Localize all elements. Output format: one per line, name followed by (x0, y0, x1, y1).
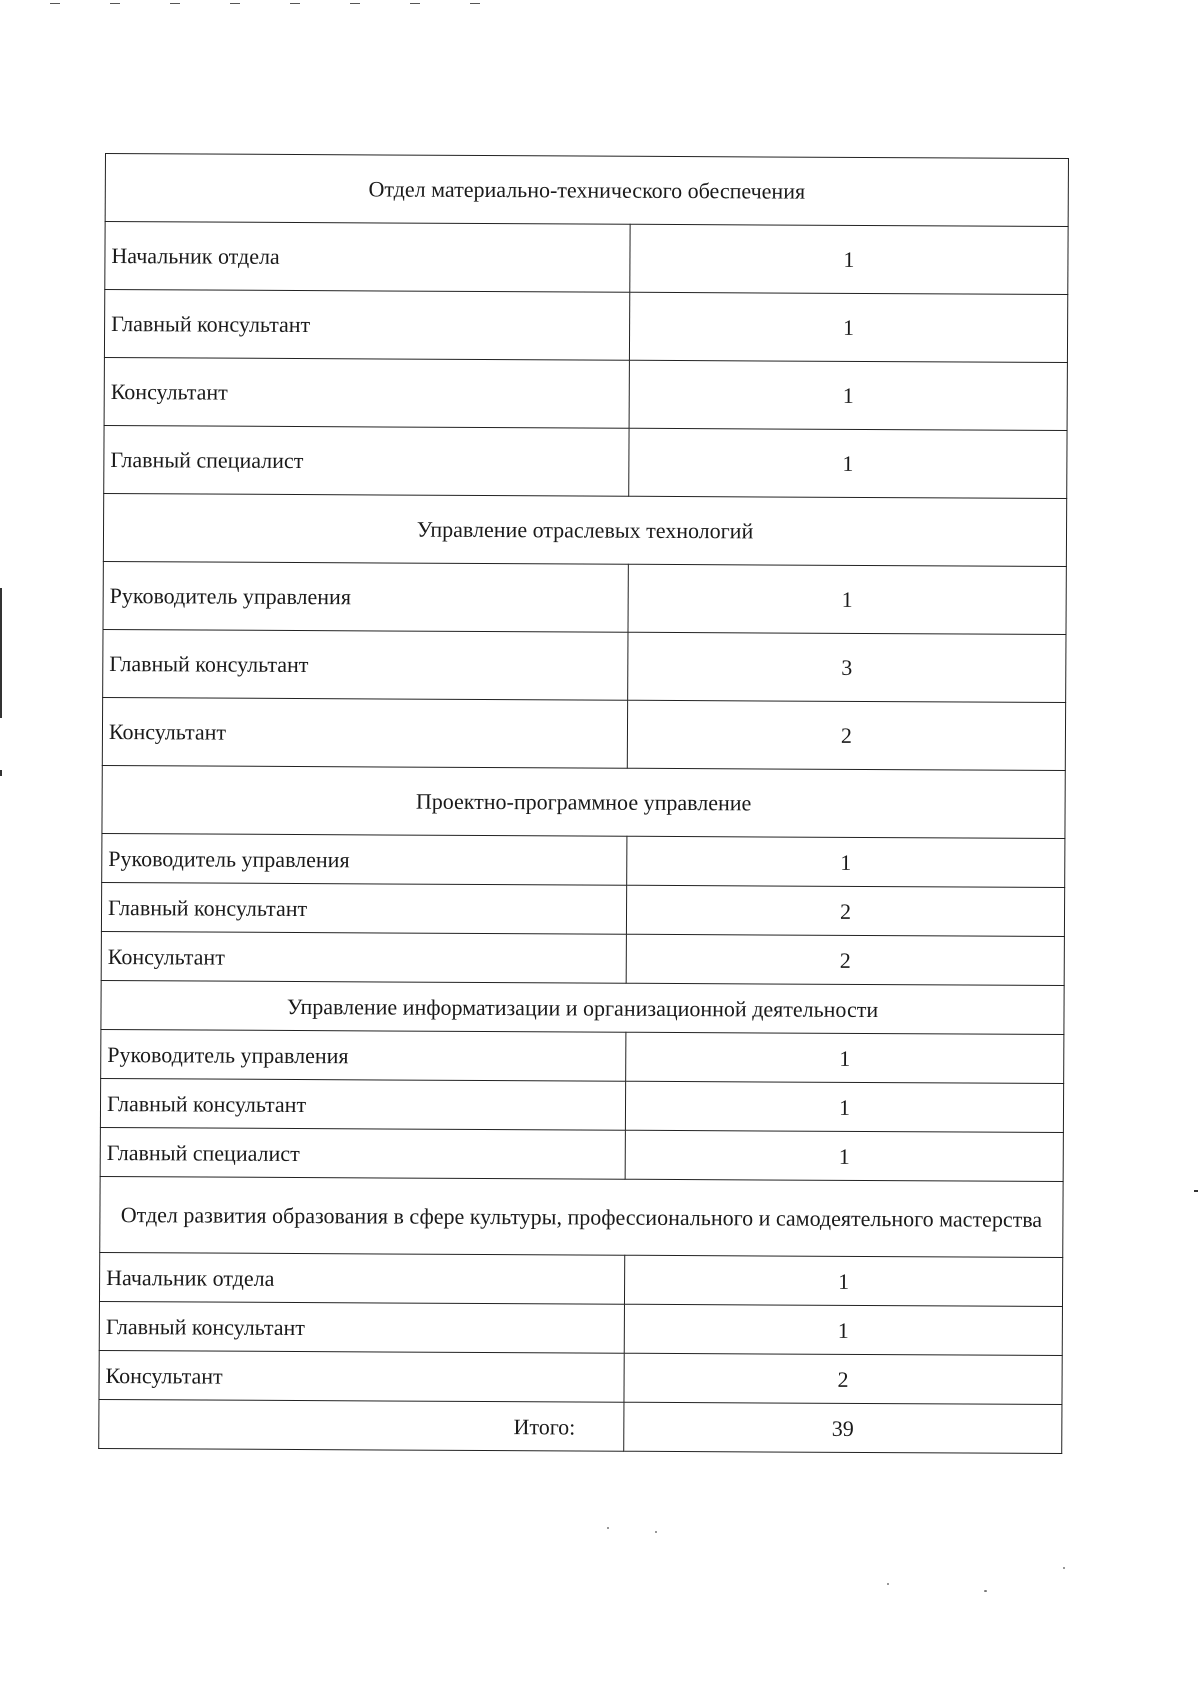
position-name: Главный специалист (104, 425, 629, 496)
position-count: 1 (625, 1081, 1063, 1132)
position-name: Главный консультант (104, 290, 629, 361)
section-header (102, 765, 1065, 838)
position-name: Начальник отдела (99, 1252, 624, 1304)
scan-speck (984, 1590, 987, 1592)
total-value: 39 (624, 1402, 1062, 1453)
scan-speck (655, 1531, 657, 1533)
position-count: 1 (629, 360, 1067, 430)
table-row (103, 561, 1066, 634)
section-title: Управление отраслевых технологий (103, 493, 1066, 566)
scan-edge-mark (1194, 1190, 1198, 1192)
position-name: Консультант (104, 357, 629, 428)
position-name: Руководитель управления (102, 833, 627, 885)
section-header (100, 1176, 1063, 1257)
position-count: 1 (624, 1255, 1062, 1306)
table-row (101, 931, 1064, 985)
table-row (102, 697, 1065, 770)
total-row (99, 1399, 1062, 1453)
position-count: 2 (627, 700, 1065, 770)
table-row (99, 1350, 1062, 1404)
scan-speck (887, 1583, 889, 1585)
position-name: Главный консультант (99, 1301, 624, 1353)
position-count: 1 (624, 1304, 1062, 1355)
position-count: 1 (625, 1130, 1063, 1181)
position-count: 1 (629, 292, 1067, 362)
scan-speck (1063, 1567, 1065, 1569)
position-count: 3 (628, 632, 1066, 702)
position-count: 1 (629, 428, 1067, 498)
section-title: Отдел материально-технического обеспечения (105, 154, 1068, 227)
table-row (105, 222, 1068, 295)
position-count: 1 (627, 836, 1065, 887)
table-row (103, 629, 1066, 702)
table-row (99, 1252, 1062, 1306)
position-count: 1 (626, 1032, 1064, 1083)
position-name: Консультант (99, 1350, 624, 1402)
staff-table (98, 153, 1069, 1454)
section-title: Управление информатизации и организационной деятельности (101, 980, 1064, 1034)
position-count: 2 (626, 934, 1064, 985)
table-row (104, 425, 1067, 498)
position-name: Руководитель управления (101, 1029, 626, 1081)
position-name: Главный консультант (100, 1078, 625, 1130)
table-row (100, 1078, 1063, 1132)
position-name: Начальник отдела (105, 222, 630, 293)
table-row (101, 882, 1064, 936)
position-count: 2 (624, 1353, 1062, 1404)
position-count: 1 (630, 224, 1068, 294)
table-row (104, 357, 1067, 430)
table-row (101, 1029, 1064, 1083)
section-header (103, 493, 1066, 566)
position-count: 2 (626, 885, 1064, 936)
total-label: Итого: (99, 1399, 624, 1451)
table-row (104, 290, 1067, 363)
scan-edge-marks (40, 0, 500, 8)
table-row (102, 833, 1065, 887)
position-name: Руководитель управления (103, 561, 628, 632)
table-row (100, 1127, 1063, 1181)
position-name: Главный консультант (101, 882, 626, 934)
position-name: Консультант (102, 697, 627, 768)
scan-edge-mark (0, 588, 2, 718)
position-name: Консультант (101, 931, 626, 983)
section-header (105, 154, 1068, 227)
scan-speck (607, 1527, 609, 1529)
section-title: Отдел развития образования в сфере культуры, профессионального и самодеятельного мастерства (100, 1176, 1063, 1257)
position-count: 1 (628, 564, 1066, 634)
scan-edge-mark (0, 770, 2, 776)
position-name: Главный консультант (103, 629, 628, 700)
section-title: Проектно-программное управление (102, 765, 1065, 838)
table-row (99, 1301, 1062, 1355)
section-header (101, 980, 1064, 1034)
position-name: Главный специалист (100, 1127, 625, 1179)
